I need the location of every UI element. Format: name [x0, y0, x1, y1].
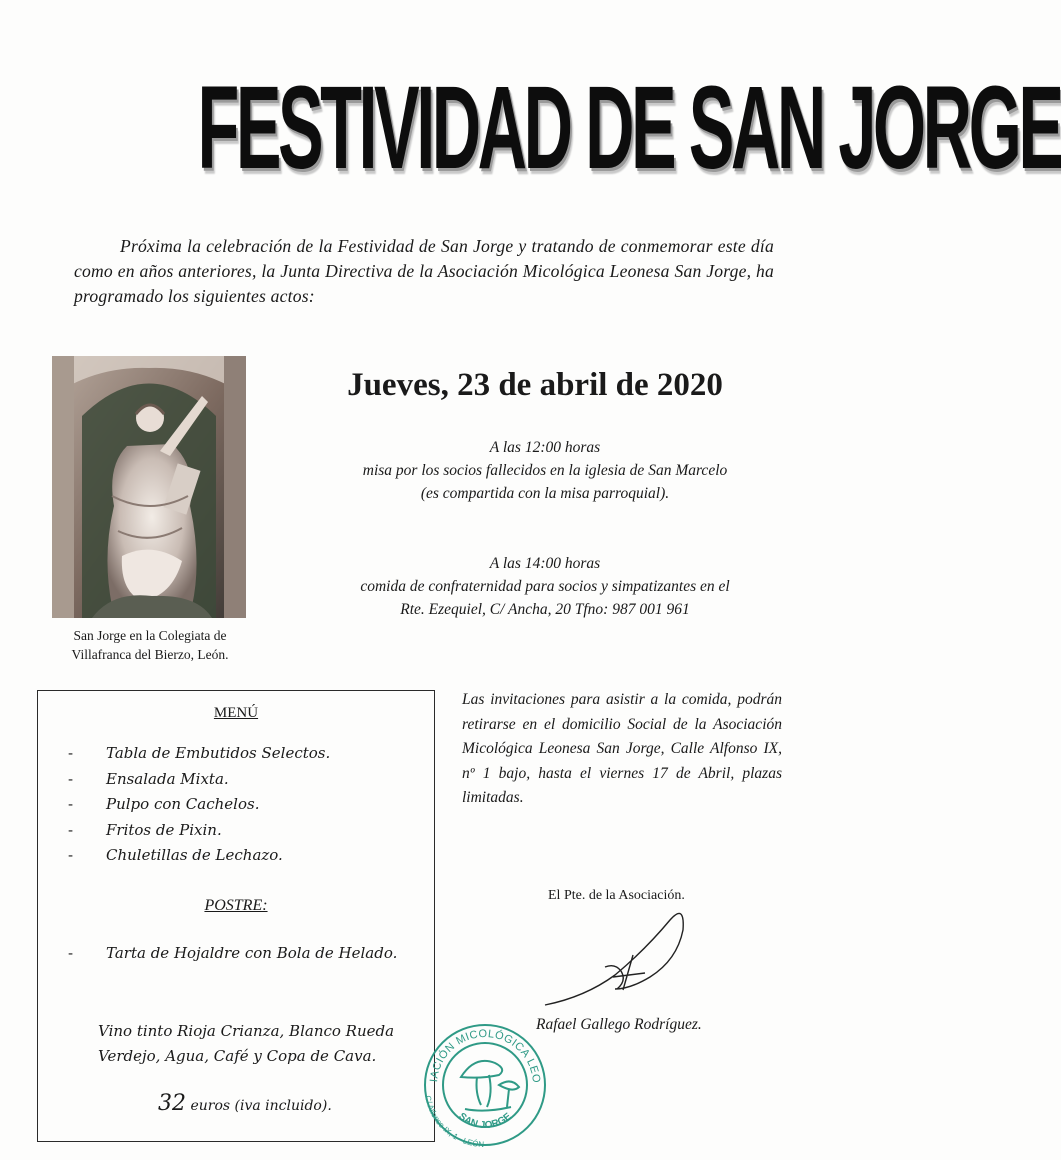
menu-price	[158, 1091, 332, 1116]
event-lunch-line2: Rte. Ezequiel, C/ Ancha, 20 Tfno: 987 001 961	[400, 601, 690, 618]
president-name: Rafael Gallego Rodríguez.	[536, 1016, 702, 1033]
dessert-item	[68, 941, 397, 967]
drinks-line-1: Vino tinto Rioja Crianza, Blanco Rueda	[98, 1022, 395, 1040]
drinks-text	[98, 1019, 418, 1069]
menu-item	[68, 843, 330, 869]
caption-line-2: Villafranca del Bierzo, León.	[71, 647, 229, 662]
drinks-line-2: Verdejo, Agua, Café y Copa de Cava.	[98, 1047, 377, 1065]
dessert-heading: POSTRE:	[204, 897, 268, 914]
saint-george-statue-image	[52, 356, 246, 618]
bullet-dash: -	[68, 846, 74, 864]
menu-item-label: Ensalada Mixta.	[106, 769, 229, 788]
saint-george-photo	[52, 356, 246, 618]
bullet-dash: -	[68, 769, 74, 788]
event-mass-time: A las 12:00 horas	[489, 439, 601, 456]
event-lunch-time: A las 14:00 horas	[489, 555, 601, 572]
menu-item-label: Pulpo con Cachelos.	[106, 795, 260, 813]
bullet-dash: -	[68, 795, 74, 813]
menu-item	[68, 792, 330, 818]
dessert-list	[68, 941, 397, 967]
svg-text:C/ Alfonso IX, 1 - LEÓN: C/ Alfonso IX, 1 - LEÓN	[423, 1094, 485, 1150]
event-lunch-line1: comida de confraternidad para socios y simpatizantes en el	[360, 578, 730, 595]
menu-item	[68, 767, 330, 793]
svg-text:ASOCIACIÓN MICOLÓGICA LEONESA: IACIÓN MICOLÓGICA LEO	[428, 1027, 543, 1084]
event-lunch	[285, 552, 805, 621]
bullet-dash: -	[68, 820, 74, 839]
photo-caption	[34, 626, 266, 664]
menu-item-label: Fritos de Pixin.	[106, 820, 222, 839]
mushroom-seal-icon	[415, 1015, 555, 1155]
menu-item-label: Chuletillas de Lechazo.	[106, 846, 283, 864]
caption-line-1: San Jorge en la Colegiata de	[73, 628, 227, 643]
menu-item	[68, 818, 330, 844]
menu-item-label: Tabla de Embutidos Selectos.	[106, 744, 331, 762]
intro-paragraph: Próxima la celebración de la Festividad de San Jorge y tratando de conmemorar este día como en años anteriores, la Junta Directiva de la Asociación Micológica Leonesa San Jorge, ha programado los siguientes actos:	[74, 236, 774, 306]
page-title: FESTIVIDAD DE SAN JORGE	[197, 62, 1061, 194]
event-date: Jueves, 23 de abril de 2020	[347, 367, 723, 403]
menu-heading: MENÚ	[213, 705, 259, 721]
svg-text:SAN JORGE: SAN JORGE	[456, 1111, 514, 1132]
association-stamp	[415, 1015, 555, 1155]
event-mass-line2: (es compartida con la misa parroquial).	[420, 485, 670, 502]
menu-list	[68, 741, 330, 869]
bullet-dash: -	[68, 944, 74, 962]
event-mass	[285, 436, 805, 505]
event-mass-line1: misa por los socios fallecidos en la iglesia de San Marcelo	[362, 462, 728, 479]
menu-box	[37, 690, 435, 1142]
dessert-item-label: Tarta de Hojaldre con Bola de Helado.	[106, 944, 398, 962]
menu-item	[68, 741, 330, 767]
bullet-dash: -	[68, 744, 74, 762]
handwritten-signature	[545, 905, 705, 1015]
price-text: euros (iva incluido).	[186, 1098, 332, 1114]
president-role: El Pte. de la Asociación.	[548, 888, 685, 903]
signature-icon	[545, 905, 705, 1015]
price-amount: 32	[158, 1091, 186, 1116]
invitation-paragraph: Las invitaciones para asistir a la comida, podrán retirarse en el domicilio Social de la Asociación Micológica Leonesa San Jorge, Calle Alfonso IX, nº 1 bajo, hasta el viernes 17 de Abril, plazas limitadas.	[462, 691, 782, 806]
